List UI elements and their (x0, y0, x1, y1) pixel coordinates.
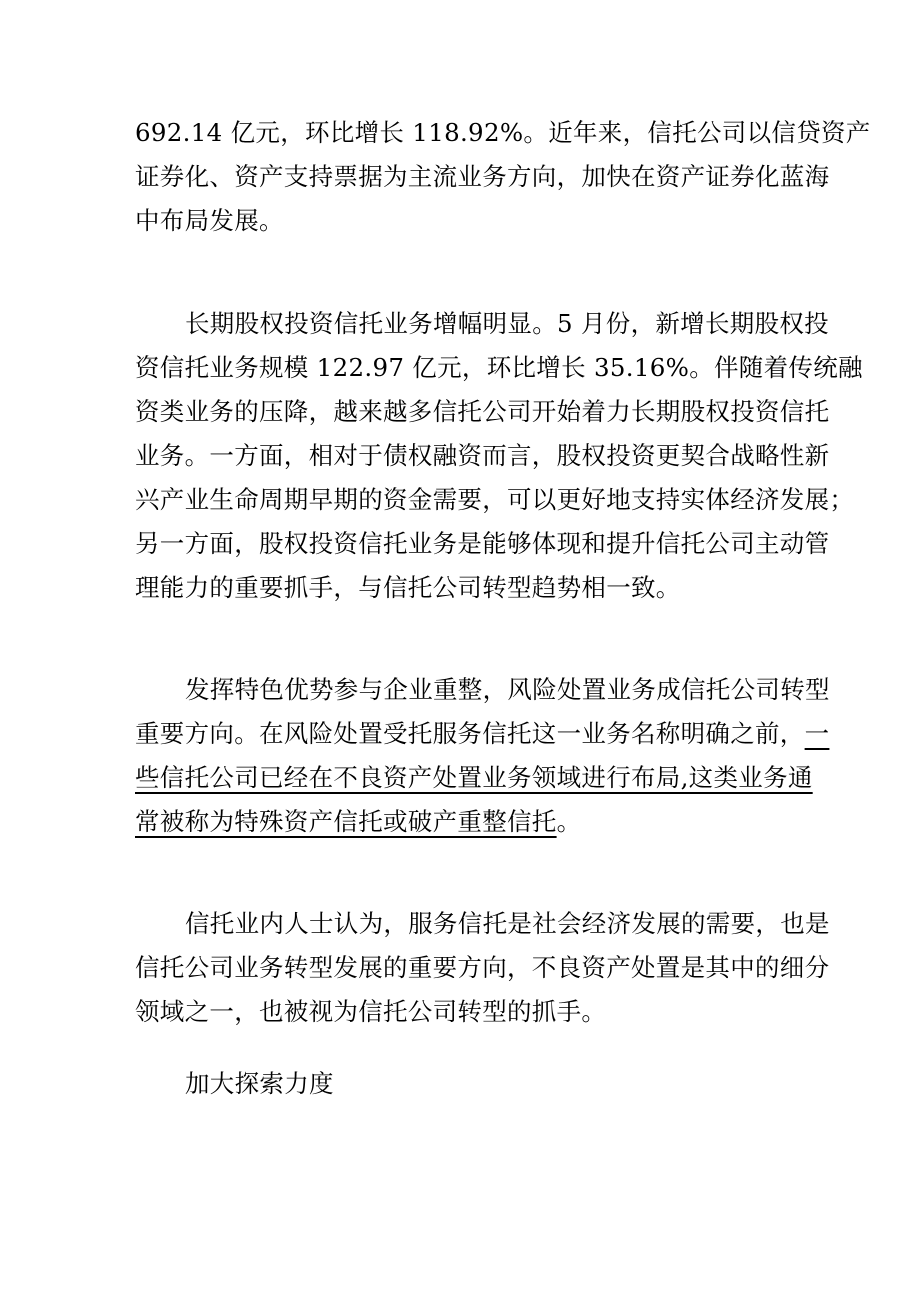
paragraph-2-line-5: 兴产业生命周期早期的资金需要，可以更好地支持实体经济发展； (135, 485, 855, 514)
paragraph-4-line-1: 信托业内人士认为，服务信托是社会经济发展的需要，也是 (185, 909, 830, 938)
paragraph-1-line-1: 692.14 亿元，环比增长 118.92%。近年来，信托公司以信贷资产 (135, 118, 871, 147)
paragraph-1-line-3: 中布局发展。 (135, 206, 284, 235)
paragraph-2-line-1: 长期股权投资信托业务增幅明显。5 月份，新增长期股权投 (185, 309, 829, 338)
underlined-text-line-3: 些信托公司已经在不良资产处置业务领域进行布局,这类业务通 (135, 763, 813, 792)
paragraph-2-line-2: 资信托业务规模 122.97 亿元，环比增长 35.16%。伴随着传统融 (135, 353, 863, 382)
paragraph-2-line-4: 业务。一方面，相对于债权融资而言，股权投资更契合战略性新 (135, 441, 830, 470)
paragraph-2-line-3: 资类业务的压降，越来越多信托公司开始着力长期股权投资信托 (135, 397, 830, 426)
paragraph-1-line-2: 证券化、资产支持票据为主流业务方向，加快在资产证券化蓝海 (135, 162, 830, 191)
paragraph-4-line-2: 信托公司业务转型发展的重要方向，不良资产处置是其中的细分 (135, 953, 830, 982)
paragraph-3-line-2-text: 重要方向。在风险处置受托服务信托这一业务名称明确之前， (135, 719, 805, 748)
paragraph-3-line-2 (135, 714, 830, 754)
paragraph-3-line-4 (135, 802, 795, 842)
paragraph-3-line-1: 发挥特色优势参与企业重整，风险处置业务成信托公司转型 (185, 675, 830, 704)
underlined-text-start: 一 (804, 719, 830, 748)
paragraph-2-line-6: 另一方面，股权投资信托业务是能够体现和提升信托公司主动管 (135, 529, 830, 558)
section-heading: 加大探索力度 (185, 1069, 334, 1098)
paragraph-3-line-4-tail: 。 (556, 807, 582, 836)
paragraph-2-line-7: 理能力的重要抓手，与信托公司转型趋势相一致。 (135, 573, 681, 602)
underlined-text-end: 常被称为特殊资产信托或破产重整信托 (135, 807, 557, 836)
paragraph-4-line-3: 领域之一，也被视为信托公司转型的抓手。 (135, 997, 607, 1026)
